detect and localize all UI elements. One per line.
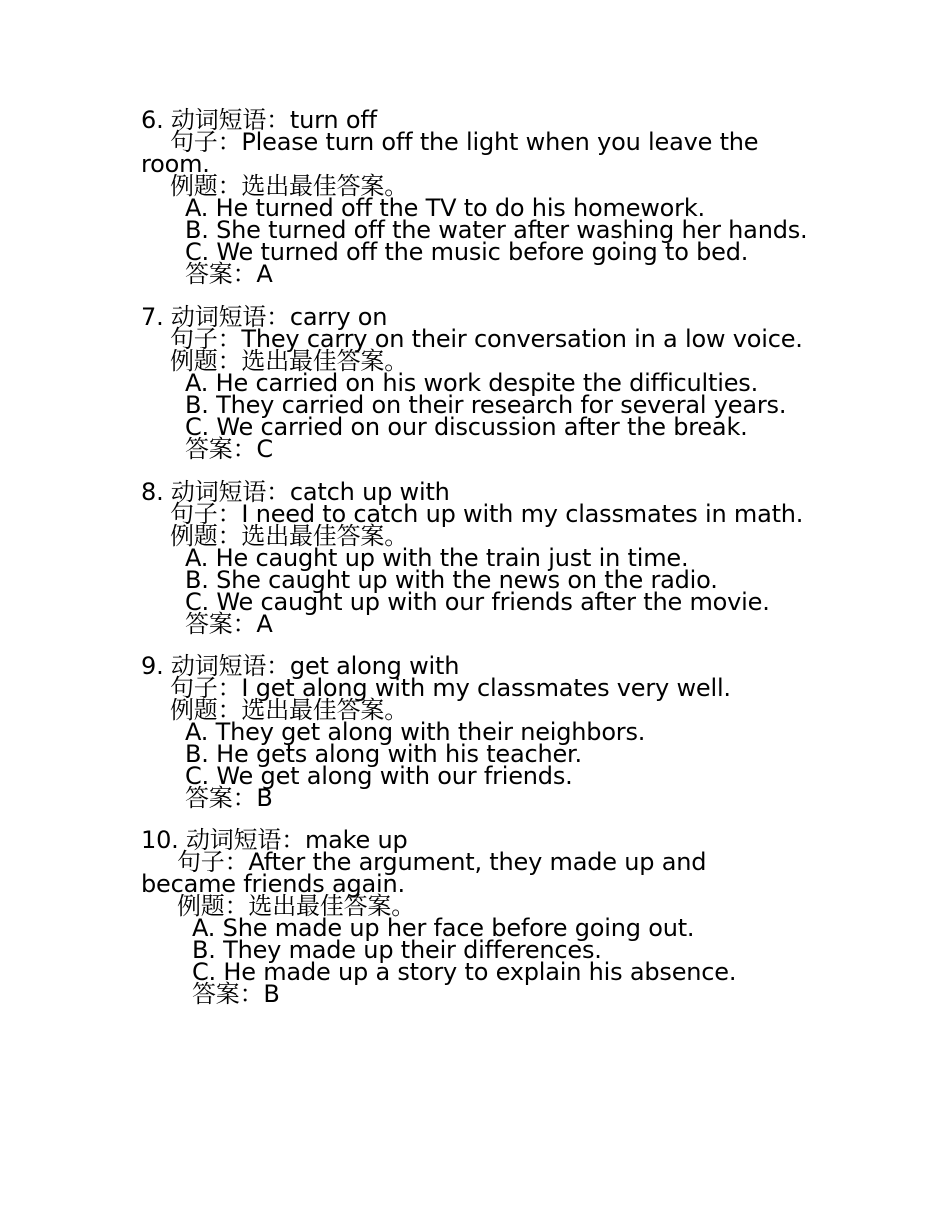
item-9-option-b: B. He gets along with his teacher.	[185, 740, 582, 768]
item-8-option-b: B. She caught up with the news on the radio.	[185, 566, 718, 594]
item-10-prompt: 例题：选出最佳答案。	[177, 892, 415, 920]
item-6-answer: 答案：A	[185, 260, 273, 288]
item-7-option-c: C. We carried on our discussion after the break.	[185, 413, 748, 441]
item-6-prompt: 例题：选出最佳答案。	[170, 172, 408, 200]
item-10-sentence: 句子：After the argument, they made up and	[177, 848, 707, 876]
item-8-option-a: A. He caught up with the train just in time.	[185, 544, 689, 572]
item-7-option-b: B. They carried on their research for several years.	[185, 391, 787, 419]
item-6-option-a: A. He turned off the TV to do his homework.	[185, 194, 705, 222]
item-8-option-c: C. We caught up with our friends after the movie.	[185, 588, 770, 616]
item-6-sentence-continued: room.	[141, 150, 210, 178]
item-9-sentence: 句子：I get along with my classmates very well.	[170, 674, 731, 702]
item-8-heading: 8. 动词短语：catch up with	[141, 478, 450, 506]
item-9-option-a: A. They get along with their neighbors.	[185, 718, 646, 746]
item-10-option-c: C. He made up a story to explain his absence.	[192, 958, 737, 986]
item-6-heading: 6. 动词短语：turn off	[141, 106, 377, 134]
item-8-sentence: 句子：I need to catch up with my classmates in math.	[170, 500, 804, 528]
item-9-answer: 答案：B	[185, 784, 273, 812]
item-8-prompt: 例题：选出最佳答案。	[170, 522, 408, 550]
item-7-prompt: 例题：选出最佳答案。	[170, 347, 408, 375]
item-8-answer: 答案：A	[185, 610, 273, 638]
item-7-answer: 答案：C	[185, 435, 273, 463]
item-10-option-a: A. She made up her face before going out.	[192, 914, 695, 942]
item-7-option-a: A. He carried on his work despite the difficulties.	[185, 369, 758, 397]
item-7-sentence: 句子：They carry on their conversation in a low voice.	[170, 325, 803, 353]
item-10-answer: 答案：B	[192, 980, 280, 1008]
item-6-option-b: B. She turned off the water after washing her hands.	[185, 216, 808, 244]
item-6-sentence: 句子：Please turn off the light when you leave the	[170, 128, 759, 156]
item-10-heading: 10. 动词短语：make up	[141, 826, 408, 854]
item-10-option-b: B. They made up their differences.	[192, 936, 602, 964]
item-10-sentence-continued: became friends again.	[141, 870, 405, 898]
item-9-option-c: C. We get along with our friends.	[185, 762, 573, 790]
item-9-heading: 9. 动词短语：get along with	[141, 652, 460, 680]
item-6-option-c: C. We turned off the music before going to bed.	[185, 238, 749, 266]
item-7-heading: 7. 动词短语：carry on	[141, 303, 388, 331]
item-9-prompt: 例题：选出最佳答案。	[170, 696, 408, 724]
